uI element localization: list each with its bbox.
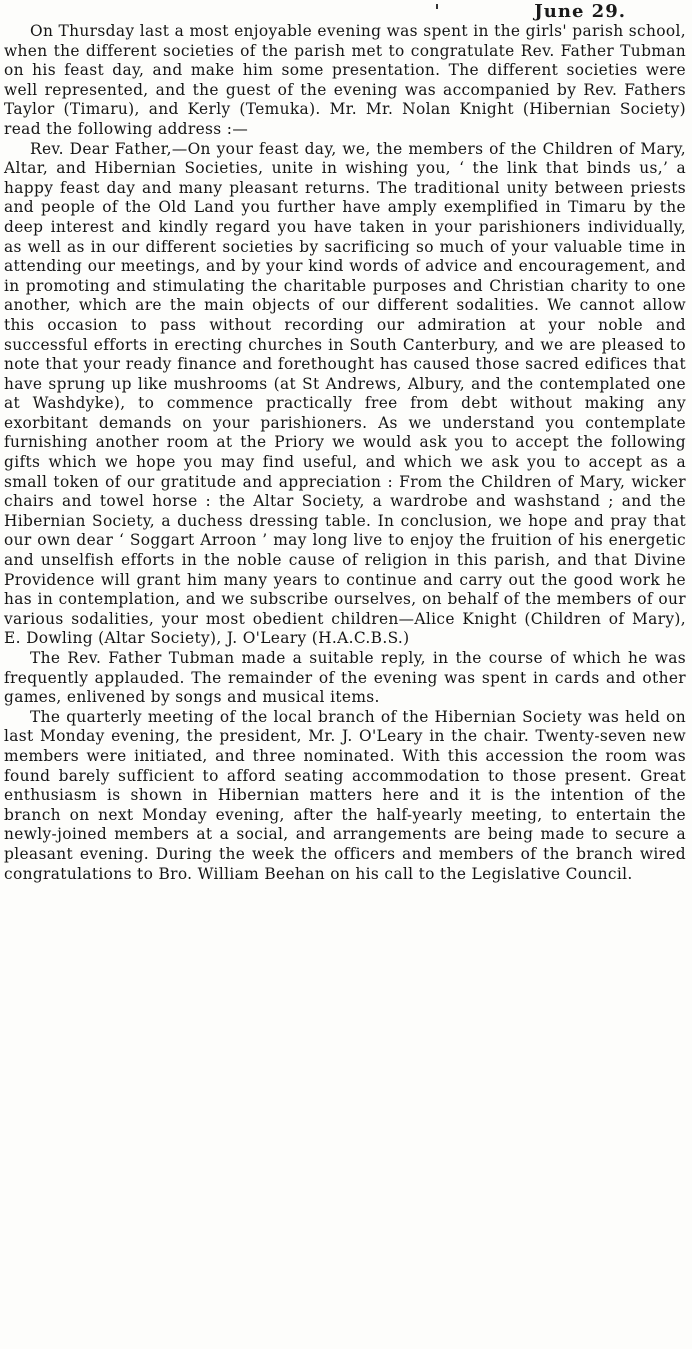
- paragraph-address: Rev. Dear Father,—On your feast day, we, the members of the Children of Mary, Altar, and Hibernian Societies, unite in wishing you, ‘ the link that binds us,’ a happy feast day and many pleasant returns. The traditional unity between priests and people of the Old Land you further have amply exemplified in Timaru by the deep interest and kindly regard you have taken in your parishioners individually, as well as in our different societies by sacrificing so much of your valuable time in attending our meetings, and by your kind words of advice and encouragement, and in promoting and stimulating the charitable purposes and Christian charity to one another, which are the main objects of our different sodalities. We cannot allow this occasion to pass without recording our admiration at your noble and successful efforts in erecting churches in South Canterbury, and we are pleased to note that your ready finance and forethought has caused those sacred edifices that have sprung up like mushrooms (at St Andrews, Albury, and the contemplated one at Washdyke), to commence practically free from debt without making any exorbitant demands on your parishioners. As we understand you contemplate furnishing another room at the Priory we would ask you to accept the following gifts which we hope you may find useful, and which we ask you to accept as a small token of our gratitude and appreciation : From the Children of Mary, wicker chairs and towel horse : the Altar Society, a wardrobe and washstand ; and the Hibernian Society, a duchess dressing table. In conclusion, we hope and pray that our own dear ‘ Soggart Arroon ’ may long live to enjoy the fruition of his energetic and unselfish efforts in the noble cause of religion in this parish, and that Divine Providence will grant him many years to continue and carry out the good work he has in contemplation, and we subscribe ourselves, on behalf of the members of our various sodalities, your most obedient children—Alice Knight (Children of Mary), E. Dowling (Altar Society), J. O'Leary (H.A.C.B.S.): [4, 139, 686, 648]
- print-speck: [436, 4, 438, 9]
- paragraph-hibernian-meeting: The quarterly meeting of the local branch of the Hibernian Society was held on last Monday evening, the president, Mr. J. O'Leary in the chair. Twenty-seven new members were initiated, and three nominated. With this accession the room was found barely sufficient to afford seating accommodation to those present. Great enthusiasm is shown in Hibernian matters here and it is the intention of the branch on next Monday evening, after the half-yearly meeting, to entertain the newly-joined members at a social, and arrangements are being made to secure a pleasant evening. During the week the officers and members of the branch wired congratulations to Bro. William Beehan on his call to the Legislative Council.: [4, 707, 686, 883]
- paragraph-presentation-evening: On Thursday last a most enjoyable evening was spent in the girls' parish school, when the different societies of the parish met to congratulate Rev. Father Tubman on his feast day, and make him some presentation. The different societies were well represented, and the guest of the evening was accompanied by Rev. Fathers Taylor (Timaru), and Kerly (Temuka). Mr. Mr. Nolan Knight (Hibernian Society) read the following address :—: [4, 22, 686, 138]
- article-column: [4, 22, 686, 884]
- paragraph-reply: The Rev. Father Tubman made a suitable reply, in the course of which he was frequently applauded. The remainder of the evening was spent in cards and other games, enlivened by songs and musical items.: [4, 649, 686, 707]
- dateline: June 29.: [534, 1, 626, 22]
